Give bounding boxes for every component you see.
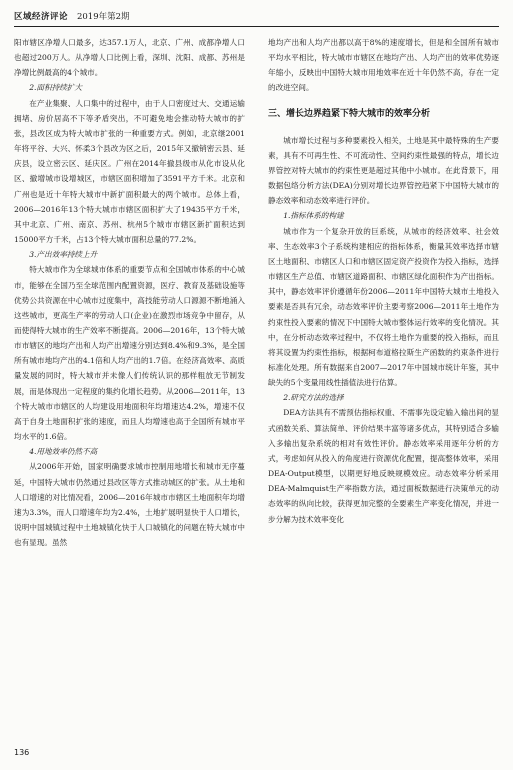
paragraph: 阳市辖区净增人口最多，达357.1万人，北京、广州、成都净增人口也超过200万人。从净增人口比例上看，深圳、沈阳、成都、苏州是净增比例最高的4个城市。	[14, 38, 245, 78]
left-column	[14, 35, 245, 550]
paragraph: 城市增长过程与多种要素投入相关，土地是其中最特殊的生产要素，具有不可再生性、不可流动性、空间约束性最强的特点，增长边界管控对特大城市的约束性更是超过其他中小城市。在此背景下，用数据包络分析方法(DEA)分别对增长边界管控趋紧下中国特大城市的静态效率和动态效率进行评价。	[268, 135, 499, 206]
paragraph: 城市作为一个复杂开放的巨系统，从城市的经济效率、社会效率、生态效率3个子系统构建相应的指标体系，衡量其效率选择市辖区土地面积、市辖区人口和市辖区固定资产投资作为投入指标，选择市辖区生产总值、市辖区道路面积、市辖区绿化面积作为产出指标。其中，静态效率评价遵循年份2006—2011年中国特大城市土地投入要素是否具有冗余，动态效率评价主要考察2006—2011年土地作为约束性投入要素的情况下中国特大城市整体运行效率的变化情况。其中，在分析动态效率过程中，不仅将土地作为重要的投入指标，而且将其设置为约束性指标，根据柯布道格拉斯生产函数的约束条件进行标准化处理。所有数据来自2007—2017年中国城市统计年鉴，其中缺失的5个变量用线性插值法进行估算。	[268, 226, 499, 388]
paragraph: 在产业集聚、人口集中的过程中，由于人口密度过大、交通运输拥堵、房价居高不下等矛盾突出，不可避免地会推动特大城市的扩张，县改区成为特大城市扩张的一种重要方式。例如，北京继2001年将平谷、大兴、怀柔3个县改为区之后，2015年又撤销密云县、延庆县，设立密云区、延庆区。广州在2014年撤县级市从化市设从化区、撤增城市设增城区，市辖区面积增加了3591平方千米。北京和广州也是近十年特大城市中新扩面积最大的两个城市。总体上看，2006—2016年13个特大城市市辖区面积扩大了19435平方千米，其中北京、广州、南京、苏州、杭州5个城市市辖区新扩面积达到15000平方千米，占13个特大城市面积总量的77.2%。	[14, 98, 245, 245]
right-column	[268, 35, 499, 527]
subsection-heading: 1.指标体系的构建	[283, 211, 344, 221]
paragraph: 特大城市作为全球城市体系的重要节点和全国城市体系的中心城市，能够在全国乃至全球范围内配置资源，医疗、教育及基础设施等优势公共资源在中心城市过度集中，高技能劳动人口源源不断地涌入这些城市，更高生产率的劳动人口(企业)在激烈市场竞争中留存，从而使得特大城市的生产效率不断提高。2006—2016年，13个特大城市市辖区的地均产出和人均产出增速分别达到8.4%和9.3%，是全国所有城市地均产出的4.1倍和人均产出的1.7倍。在经济高效率、高质量发展的同时，特大城市并未像人们传统认识的那样粗放无节制发展，而是体现出一定程度的集约化增长趋势。从2006—2011年，13个特大城市市辖区的人均建设用地面积年均增速达4.2%，增速不仅高于自身土地面积扩张的速度，而且人均增速也高于全国所有城市平均水平的1.6倍。	[14, 265, 245, 442]
page-number: 136	[14, 748, 30, 757]
section-heading: 三、增长边界趋紧下特大城市的效率分析	[268, 108, 431, 119]
journal-title: 区域经济评论	[14, 12, 69, 22]
subsection-heading: 2.研究方法的选择	[283, 393, 344, 403]
subsection-heading: 2.面积持续扩大	[29, 83, 82, 93]
running-header	[14, 8, 499, 27]
paragraph: 地均产出和人均产出都以高于8%的速度增长，但是和全国所有城市平均水平相比，特大城市市辖区在地均产出、人均产出的效率优势逐年缩小，反映出中国特大城市用地效率在近十年仍然不高，存在一定的改进空间。	[268, 38, 499, 93]
issue-label: 2019年第2期	[76, 12, 130, 22]
subsection-heading: 3.产出效率持续上升	[29, 250, 98, 260]
subsection-heading: 4.用地效率仍然不高	[29, 447, 98, 457]
paragraph: DEA方法具有不需预估指标权重、不需事先设定输入输出间的显式函数关系、算法简单、评价结果丰富等诸多优点，其特别适合多输入多输出复杂系统的相对有效性评价。静态效率采用逐年分析的方式，考虑如何从投入的角度进行资源优化配置，提高整体效率，采用DEA-Output模型，以期更好地反映规模效应。动态效率分析采用DEA-Malmquist生产率指数方法，通过面板数据进行决策单元的动态效率的纵向比较，获得更加完整的全要素生产率变化情况，并进一步分解为技术效率变化	[268, 408, 499, 524]
paragraph: 从2006年开始，国家明确要求城市控制用地增长和城市无序蔓延，中国特大城市仍然通过县改区等方式推动城区的扩张。从土地和人口增速的对比情况看，2006—2016年城市市辖区土地面积年均增速为3.3%，而人口增速年均为2.4%，土地扩展明显快于人口增长，说明中国城镇过程中土地城镇化快于人口城镇化的问题在特大城市中也有显现。虽然	[14, 462, 245, 548]
